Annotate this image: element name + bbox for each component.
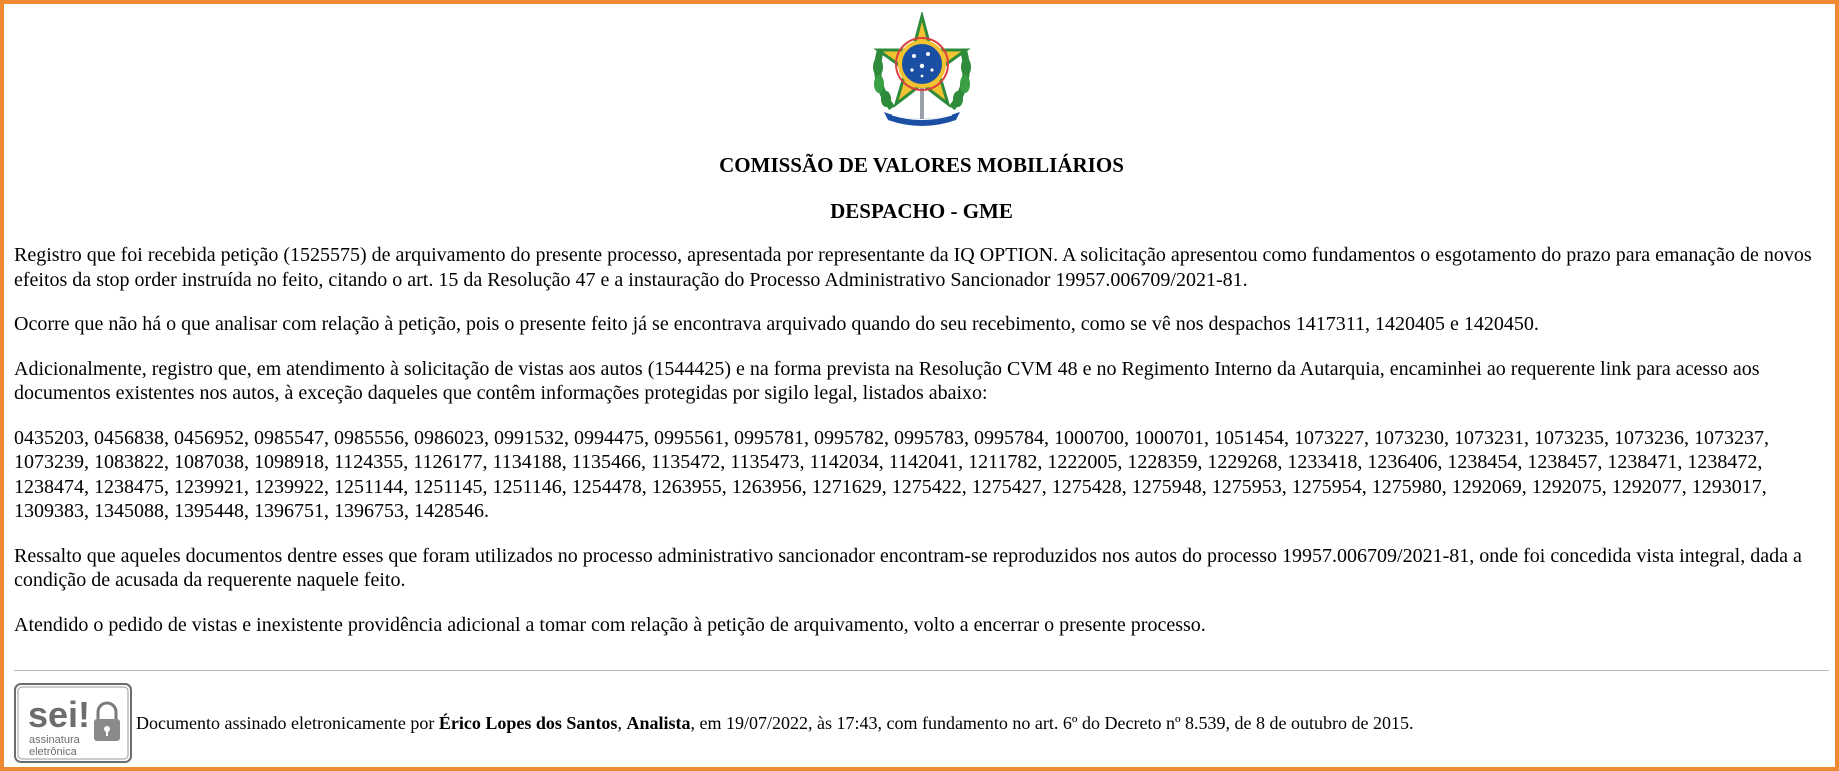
paragraph-closing: Atendido o pedido de vistas e inexistente providência adicional a tomar com relação à petição de arquivamento, volto a encerrar o presente processo. — [14, 613, 1206, 636]
signature-block — [14, 670, 1829, 763]
paragraph-archived: Ocorre que não há o que analisar com relação à petição, pois o presente feito já se encontrava arquivado quando do seu recebimento, como se vê nos despachos 1417311, 1420405 e 1420450. — [14, 313, 1539, 335]
signature-suffix: , em 19/07/2022, às 17:43, com fundamento no art. 6º do Decreto nº 8.539, de 8 de outubro de 2015. — [690, 712, 1414, 733]
sei-badge-line2: eletrônica — [29, 746, 77, 758]
sei-badge-line1: assinatura — [29, 734, 80, 746]
document-content — [14, 12, 1829, 657]
sei-assinatura-eletronica-icon — [14, 683, 132, 763]
signature-prefix: Documento assinado eletronicamente por — [136, 712, 439, 733]
brazil-coat-of-arms-icon — [862, 12, 982, 128]
paragraph-access: Adicionalmente, registro que, em atendimento à solicitação de vistas aos autos (1544425) e na forma prevista na Resolução CVM 48 e no Regimento Interno da Autarquia, encaminhei ao requerente link para acesso aos documentos existentes nos autos, à exceção daqueles que contêm informações protegidas por sigilo legal, listados abaixo: — [14, 357, 1760, 404]
signature-text — [136, 713, 1414, 734]
signer-name: Érico Lopes dos Santos — [438, 712, 618, 733]
paragraph-document-list: 0435203, 0456838, 0456952, 0985547, 0985556, 0986023, 0991532, 0994475, 0995561, 0995781, 0995782, 0995783, 0995784, 1000700, 1000701, 1051454, 1073227, 1073230, 1073231, 1073235, 1073236, 1073237, 1073239, 1083822, 1087038, 1098918, 1124355, 1126177, 1134188, 1135466, 1135472, 1135473, 1142034, 1142041, 1211782, 1222005, 1228359, 1229268, 1233418, 1236406, 1238454, 1238457, 1238471, 1238472, 1238474, 1238475, 1239921, 1239922, 1251144, 1251145, 1251146, 1254478, 1263955, 1263956, 1271629, 1275422, 1275427, 1275428, 1275948, 1275953, 1275954, 1275980, 1292069, 1292075, 1292077, 1293017, 1309383, 1345088, 1395448, 1396751, 1396753, 1428546. — [14, 426, 1769, 522]
signer-role: Analista — [626, 712, 691, 733]
document-body — [14, 243, 1829, 637]
paragraph-reproduced: Ressalto que aqueles documentos dentre esses que foram utilizados no processo administrativo sancionador encontram-se reproduzidos nos autos do processo 19957.006709/2021-81, onde foi concedida vista integral, dada a condição de acusada da requerente naquele feito. — [14, 544, 1802, 591]
sei-badge-text: sei! — [28, 694, 91, 735]
paragraph-petition: Registro que foi recebida petição (1525575) de arquivamento do presente processo, apresentada por representante da IQ OPTION. A solicitação apresentou como fundamentos o esgotamento do prazo para emanação de novos efeitos da stop order instruída no feito, citando o art. 15 da Resolução 47 e a instauração do Processo Administrativo Sancionador 19957.006709/2021-81. — [14, 244, 1812, 291]
signature-separator: , — [617, 712, 627, 733]
organization-heading: COMISSÃO DE VALORES MOBILIÁRIOS — [719, 153, 1124, 177]
document-title: DESPACHO - GME — [830, 199, 1013, 223]
